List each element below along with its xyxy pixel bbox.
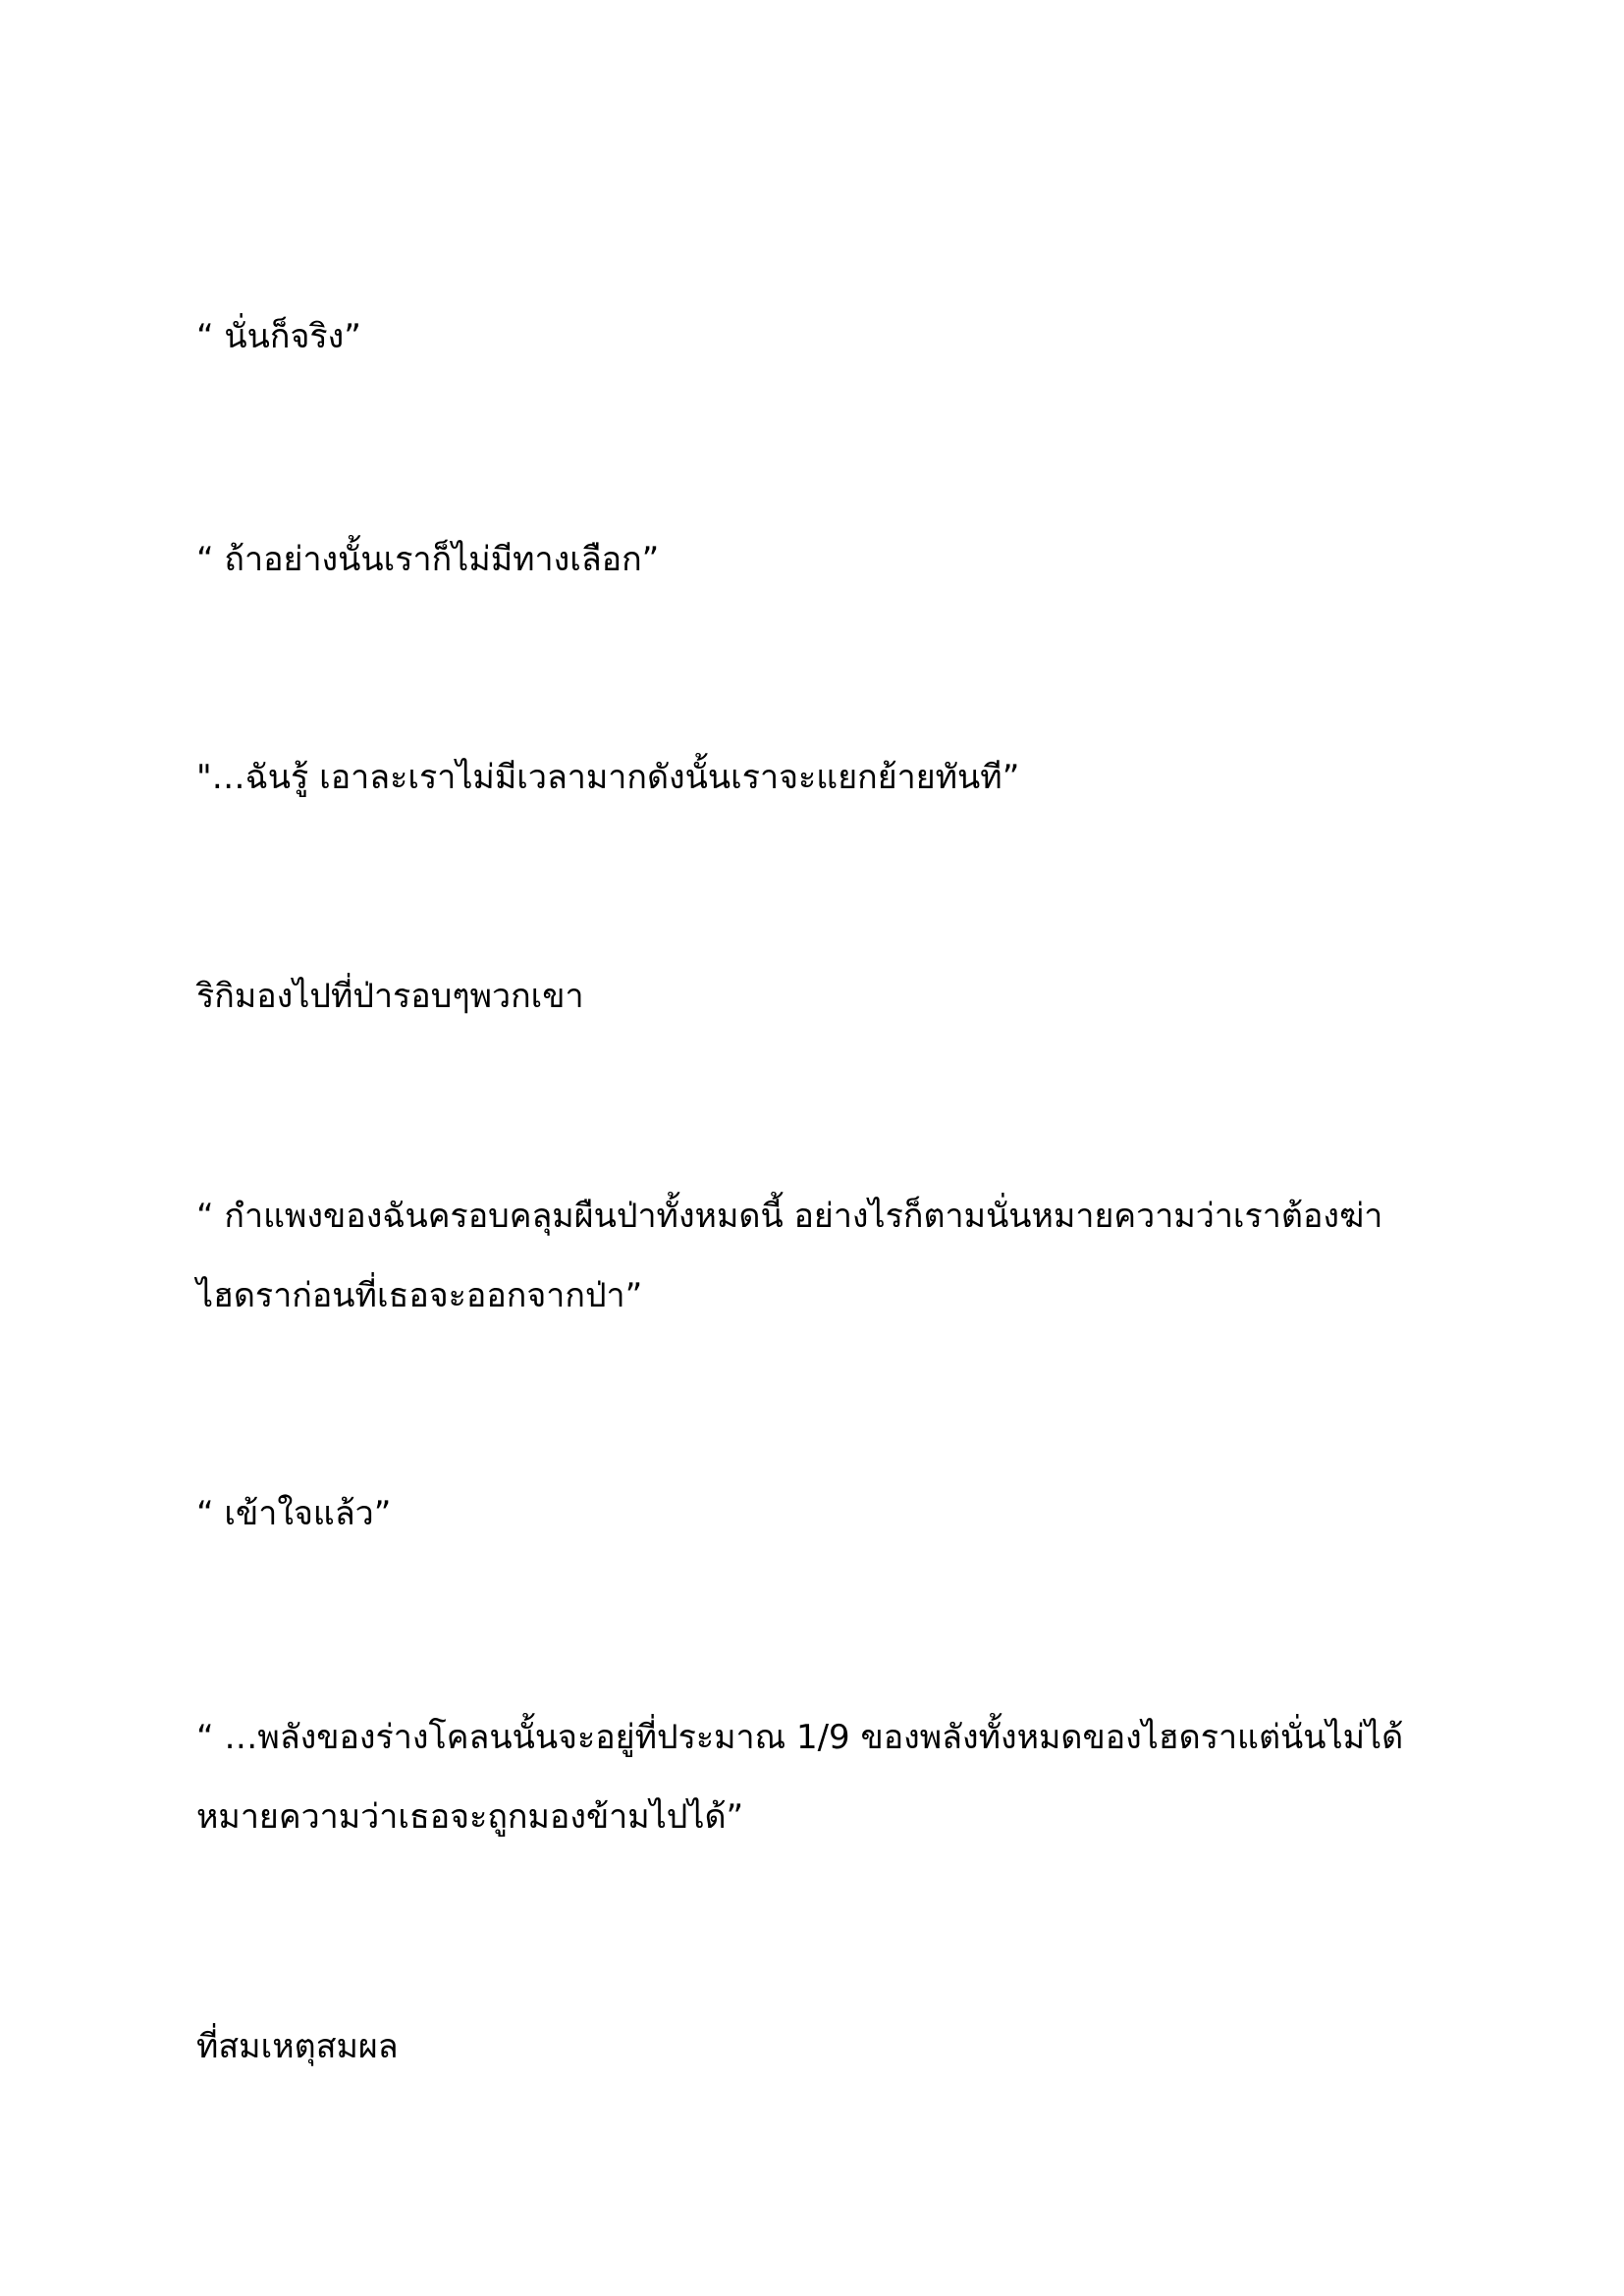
paragraph-dialogue-3: "…ฉันรู้ เอาละเราไม่มีเวลามากดังนั้นเราจะแยกย้ายทันที” xyxy=(196,758,1020,797)
paragraph-dialogue-2: “ ถ้าอย่างนั้นเราก็ไม่มีทางเลือก” xyxy=(196,540,660,579)
paragraph-narration-1: ริกิมองไปที่ป่ารอบๆพวกเขา xyxy=(196,977,584,1016)
paragraph-dialogue-1: “ นั่นก็จริง” xyxy=(196,317,361,356)
paragraph-narration-2: ที่สมเหตุสมผล xyxy=(196,2027,399,2066)
paragraph-dialogue-6: “ …พลังของร่างโคลนนั้นจะอยู่ที่ประมาณ 1/9 ของพลังทั้งหมดของไฮดราแต่นั่นไม่ได้หมายความว่าเธอจะถูกมองข้ามไปได้” xyxy=(196,1718,1404,1837)
paragraph-dialogue-4: “ กำแพงของฉันครอบคลุมผืนป่าทั้งหมดนี้ อย่างไรก็ตามนั่นหมายความว่าเราต้องฆ่าไฮดราก่อนที่เธอจะออกจากป่า” xyxy=(196,1197,1383,1315)
paragraph-dialogue-5: “ เข้าใจแล้ว” xyxy=(196,1494,392,1533)
